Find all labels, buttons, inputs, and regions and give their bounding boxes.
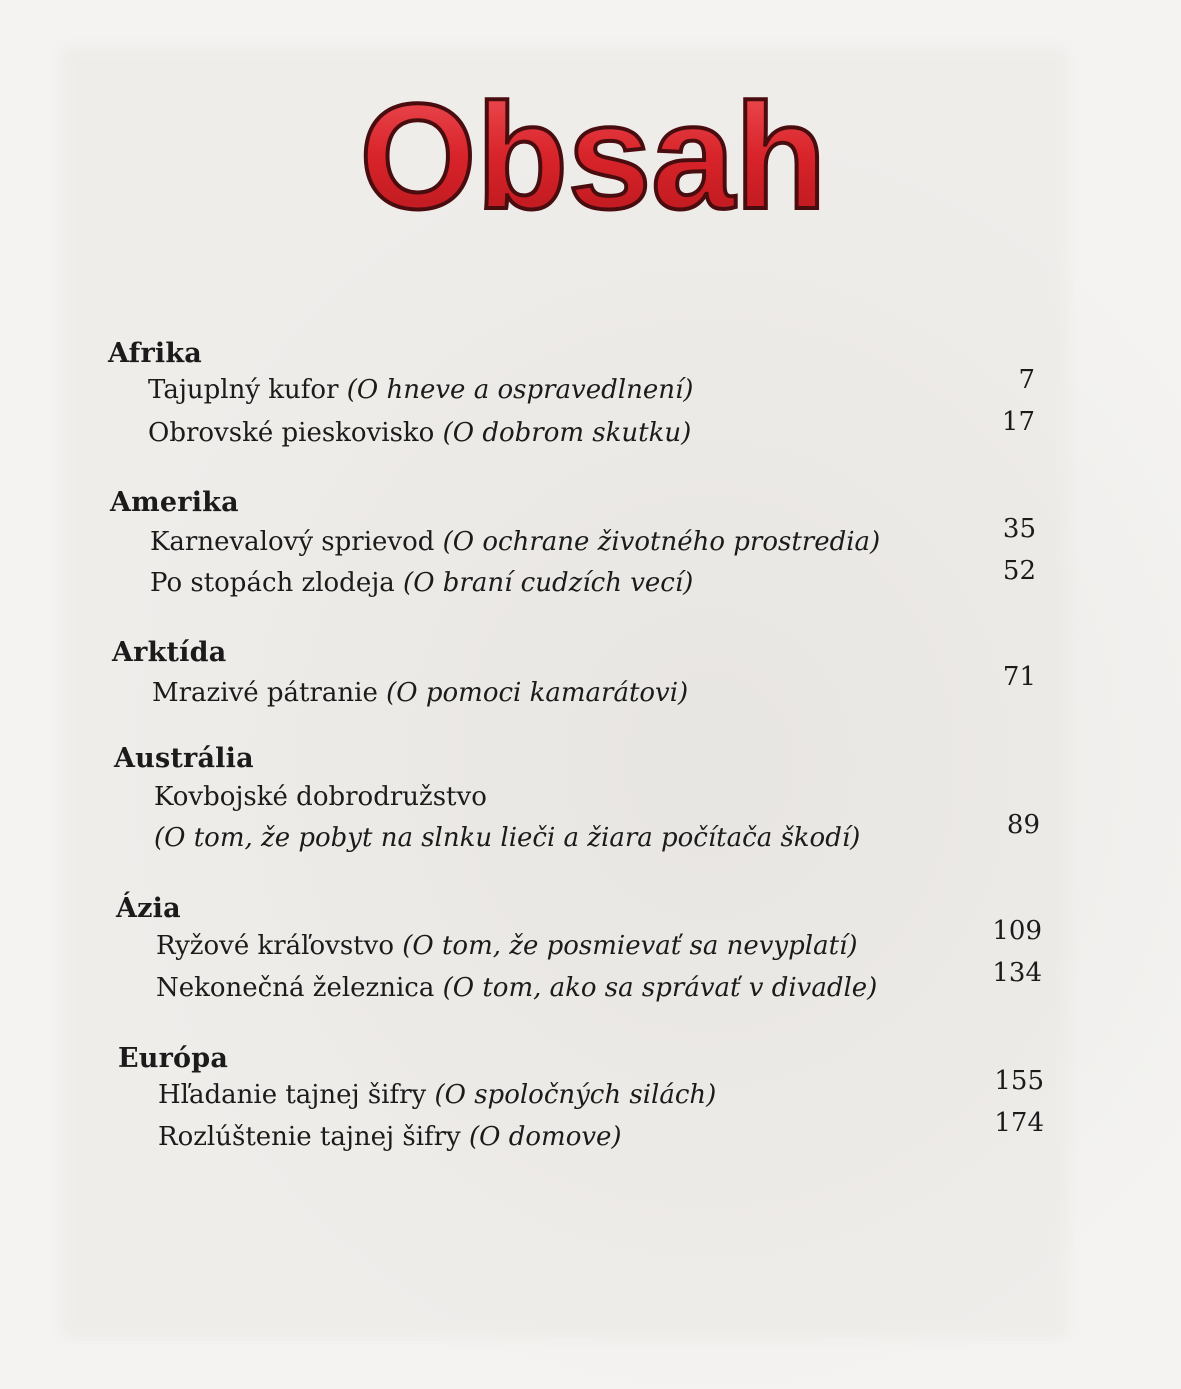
entry-page-number: 71: [1002, 662, 1036, 692]
toc-entry[interactable]: [158, 1080, 716, 1110]
toc-entry[interactable]: [150, 568, 693, 598]
entry-page-number: 7: [1018, 365, 1035, 395]
entry-title: Rozlúštenie tajnej šifry: [158, 1122, 461, 1152]
entry-subtitle: (O pomoci kamarátovi): [386, 678, 689, 708]
entry-title: Ryžové kráľovstvo: [156, 931, 394, 961]
section-heading-afrika: Afrika: [108, 338, 202, 369]
toc-entry[interactable]: [150, 527, 880, 557]
entry-subtitle: (O tom, že posmievať sa nevyplatí): [402, 931, 858, 961]
toc-entry[interactable]: [158, 1122, 622, 1152]
entry-title: Obrovské pieskovisko: [148, 418, 435, 448]
entry-title: Hľadanie tajnej šifry: [158, 1080, 427, 1110]
entry-subtitle: (O tom, ako sa správať v divadle): [442, 973, 878, 1003]
section-heading-azia: Ázia: [116, 893, 181, 924]
toc-entry[interactable]: [154, 782, 487, 812]
entry-subtitle: (O braní cudzích vecí): [403, 568, 694, 598]
entry-title: Po stopách zlodeja: [150, 568, 395, 598]
toc-entry[interactable]: [148, 375, 693, 405]
entry-title: Tajuplný kufor: [148, 375, 339, 405]
toc-entry[interactable]: [152, 678, 688, 708]
toc-entry[interactable]: [156, 973, 877, 1003]
entry-subtitle: (O spoločných silách): [434, 1080, 717, 1110]
entry-page-number: 35: [1002, 514, 1036, 544]
toc-entry[interactable]: [154, 823, 860, 853]
section-heading-amerika: Amerika: [110, 487, 239, 518]
toc-entry[interactable]: [156, 931, 858, 961]
entry-page-number: 89: [1006, 810, 1040, 840]
entry-subtitle: (O domove): [469, 1122, 622, 1152]
entry-page-number: 174: [994, 1108, 1044, 1138]
section-heading-europa: Európa: [118, 1043, 229, 1074]
entry-page-number: 134: [992, 958, 1042, 988]
entry-title: Karnevalový sprievod: [150, 527, 435, 557]
entry-subtitle: (O ochrane životného prostredia): [442, 527, 881, 557]
section-heading-arktida: Arktída: [112, 637, 227, 668]
entry-subtitle: (O tom, že pobyt na slnku lieči a žiara počítača škodí): [154, 823, 861, 853]
entry-page-number: 17: [1001, 407, 1035, 437]
section-heading-australia: Austrália: [114, 743, 254, 774]
toc-entry[interactable]: [148, 418, 691, 448]
title-text: Obsah: [359, 72, 826, 240]
entry-subtitle: (O dobrom skutku): [442, 418, 692, 448]
entry-page-number: 109: [992, 916, 1042, 946]
entry-title: Mrazivé pátranie: [152, 678, 378, 708]
entry-title: Kovbojské dobrodružstvo: [154, 782, 487, 812]
entry-page-number: 52: [1002, 556, 1036, 586]
entry-page-number: 155: [994, 1066, 1044, 1096]
entry-subtitle: (O hneve a ospravedlnení): [346, 375, 694, 405]
entry-title: Nekonečná železnica: [156, 973, 435, 1003]
